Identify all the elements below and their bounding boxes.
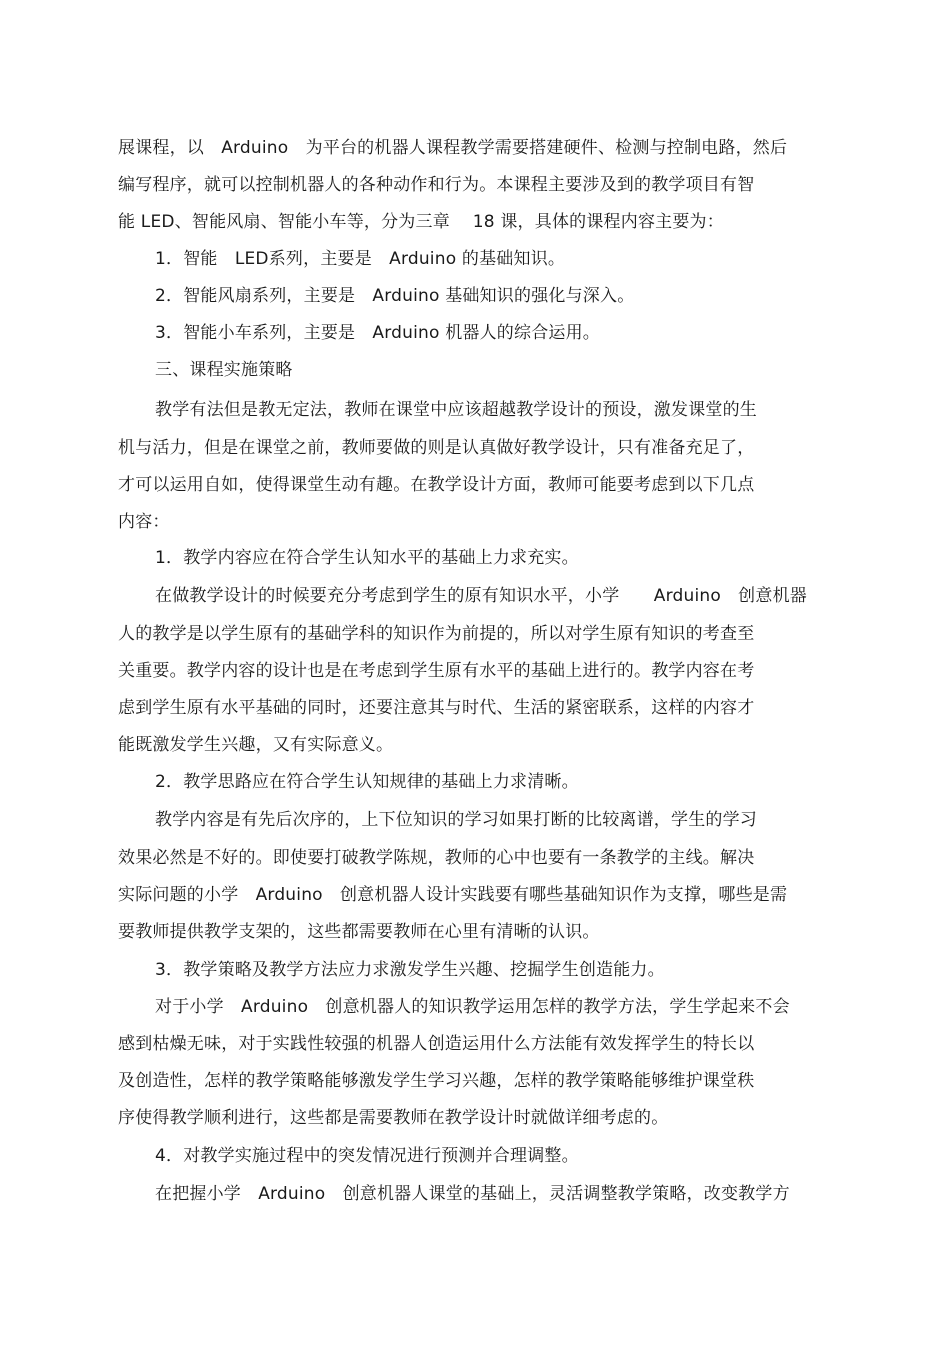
paragraph-line: 实际问题的小学 Arduino 创意机器人设计实践要有哪些基础知识作为支撑，哪些是需 bbox=[118, 885, 788, 905]
section-heading: 三、课程实施策略 bbox=[155, 360, 293, 380]
paragraph-line: 序使得教学顺利进行，这些都是需要教师在教学设计时就做详细考虑的。 bbox=[118, 1108, 669, 1128]
list-item: 2．智能风扇系列，主要是 Arduino 基础知识的强化与深入。 bbox=[155, 286, 635, 306]
list-item: 3．智能小车系列，主要是 Arduino 机器人的综合运用。 bbox=[155, 323, 601, 343]
sub-heading: 3．教学策略及教学方法应力求激发学生兴趣、挖掘学生创造能力。 bbox=[155, 960, 665, 980]
paragraph-line: 关重要。教学内容的设计也是在考虑到学生原有水平的基础上进行的。教学内容在考 bbox=[118, 661, 755, 681]
paragraph-line: 虑到学生原有水平基础的同时，还要注意其与时代、生活的紧密联系，这样的内容才 bbox=[118, 698, 755, 718]
paragraph-line: 展课程，以 Arduino 为平台的机器人课程教学需要搭建硬件、检测与控制电路，然后 bbox=[118, 138, 788, 158]
paragraph-line: 人的教学是以学生原有的基础学科的知识作为前提的，所以对学生原有知识的考查至 bbox=[118, 624, 755, 644]
paragraph-line: 教学内容是有先后次序的，上下位知识的学习如果打断的比较离谱，学生的学习 bbox=[155, 810, 757, 830]
paragraph-line: 对于小学 Arduino 创意机器人的知识教学运用怎样的教学方法，学生学起来不会 bbox=[155, 997, 790, 1017]
paragraph-line: 编写程序，就可以控制机器人的各种动作和行为。本课程主要涉及到的教学项目有智 bbox=[118, 175, 755, 195]
paragraph-line: 教学有法但是教无定法，教师在课堂中应该超越教学设计的预设，激发课堂的生 bbox=[155, 400, 757, 420]
paragraph-line: 要教师提供教学支架的，这些都需要教师在心里有清晰的认识。 bbox=[118, 922, 600, 942]
sub-heading: 1．教学内容应在符合学生认知水平的基础上力求充实。 bbox=[155, 548, 579, 568]
paragraph-line: 在把握小学 Arduino 创意机器人课堂的基础上，灵活调整教学策略，改变教学方 bbox=[155, 1184, 790, 1204]
paragraph-line: 及创造性，怎样的教学策略能够激发学生学习兴趣，怎样的教学策略能够维护课堂秩 bbox=[118, 1071, 755, 1091]
paragraph-line: 能既激发学生兴趣，又有实际意义。 bbox=[118, 735, 394, 755]
paragraph-line: 能 LED、智能风扇、智能小车等，分为三章 18 课，具体的课程内容主要为： bbox=[118, 212, 724, 232]
sub-heading: 2．教学思路应在符合学生认知规律的基础上力求清晰。 bbox=[155, 772, 579, 792]
paragraph-line: 感到枯燥无味，对于实践性较强的机器人创造运用什么方法能有效发挥学生的特长以 bbox=[118, 1034, 755, 1054]
sub-heading: 4．对教学实施过程中的突发情况进行预测并合理调整。 bbox=[155, 1146, 579, 1166]
paragraph-line: 机与活力，但是在课堂之前，教师要做的则是认真做好教学设计，只有准备充足了， bbox=[118, 438, 755, 458]
list-item: 1．智能 LED系列，主要是 Arduino 的基础知识。 bbox=[155, 249, 566, 269]
paragraph-line: 在做教学设计的时候要充分考虑到学生的原有知识水平，小学 Arduino 创意机器 bbox=[155, 586, 807, 606]
paragraph-line: 效果必然是不好的。即使要打破教学陈规，教师的心中也要有一条教学的主线。解决 bbox=[118, 848, 755, 868]
paragraph-line: 内容： bbox=[118, 512, 170, 532]
paragraph-line: 才可以运用自如，使得课堂生动有趣。在教学设计方面，教师可能要考虑到以下几点 bbox=[118, 475, 755, 495]
